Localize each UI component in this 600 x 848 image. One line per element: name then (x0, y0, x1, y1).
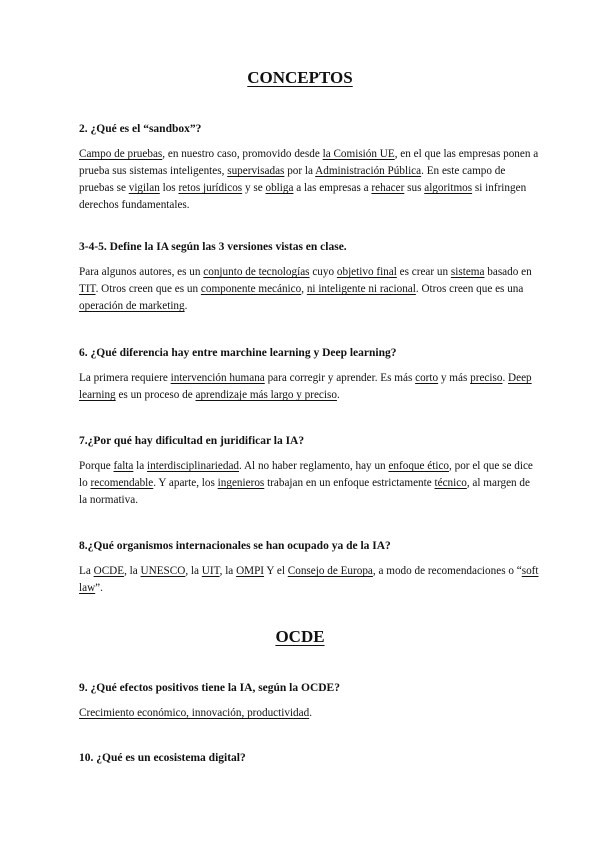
answer-2 (79, 146, 539, 214)
answer-text: , la (219, 565, 237, 577)
underlined-term: Deep learning (79, 372, 532, 401)
answer-text: . Otros creen que es un (95, 283, 201, 295)
underlined-term: sistema (450, 266, 485, 278)
underlined-term: retos jurídicos (178, 182, 243, 194)
question-6: 6. ¿Qué diferencia hay entre marchine learning y Deep learning? (79, 347, 397, 359)
answer-text: , la (185, 565, 202, 577)
answer-text: . (502, 372, 509, 384)
question-3-4-5: 3-4-5. Define la IA según las 3 versiones vistas en clase. (79, 241, 347, 253)
underlined-term: supervisadas (227, 165, 285, 177)
underlined-term: soft law (79, 565, 539, 594)
underlined-term: algoritmos (424, 182, 473, 194)
underlined-term: OMPI (236, 565, 265, 577)
answer-text: basado en (484, 266, 532, 278)
answer-text: . Y aparte, los (153, 477, 218, 489)
answer-text: y más (438, 372, 471, 384)
answer-text: por la (284, 165, 316, 177)
answer-text: si infringen derechos fundamentales. (79, 182, 527, 211)
answer-9 (79, 705, 539, 722)
answer-text: , por el que se dice lo (79, 460, 533, 489)
answer-text: Para algunos autores, es un (79, 266, 204, 278)
underlined-term: rehacer (371, 182, 405, 194)
underlined-term: Crecimiento económico, innovación, productividad (79, 707, 310, 719)
underlined-term: obliga (265, 182, 294, 194)
underlined-term: preciso (470, 372, 503, 384)
answer-text: . Al no haber reglamento, hay un (239, 460, 389, 472)
question-7: 7.¿Por qué hay dificultad en juridificar la IA? (79, 435, 305, 447)
underlined-term: objetivo final (336, 266, 397, 278)
underlined-term: intervención humana (170, 372, 265, 384)
answer-text: La primera requiere (79, 372, 171, 384)
section-heading-conceptos: CONCEPTOS (247, 68, 353, 87)
answer-text: . (336, 389, 340, 401)
answer-text: . (184, 300, 188, 312)
underlined-term: conjunto de tecnologías (203, 266, 310, 278)
underlined-term: interdisciplinariedad (147, 460, 239, 472)
answer-6 (79, 370, 539, 404)
question-2: 2. ¿Qué es el “sandbox”? (79, 123, 202, 135)
underlined-term: Administración Pública (315, 165, 422, 177)
answer-text: . En este campo de pruebas se (79, 165, 506, 194)
underlined-term: UIT (201, 565, 220, 577)
answer-text: cuyo (309, 266, 337, 278)
answer-text: , en el que las empresas ponen a prueba sus sistemas inteligentes, (79, 148, 539, 177)
answer-text: sus (404, 182, 425, 194)
question-9: 9. ¿Qué efectos positivos tiene la IA, según la OCDE? (79, 682, 340, 694)
answer-text: . Otros creen que es una (415, 283, 524, 295)
answer-text: los (159, 182, 179, 194)
underlined-term: corto (415, 372, 439, 384)
answer-text: trabajan en un enfoque estrictamente (264, 477, 435, 489)
underlined-term: Consejo de Europa (287, 565, 373, 577)
underlined-term: OCDE (93, 565, 125, 577)
answer-text: , la (124, 565, 141, 577)
answer-text: a las empresas a (293, 182, 372, 194)
answer-7 (79, 458, 539, 509)
answer-text: es crear un (396, 266, 451, 278)
answer-text: La (79, 565, 94, 577)
answer-text: ”. (95, 582, 103, 594)
answer-3-4-5 (79, 264, 539, 315)
question-10: 10. ¿Qué es un ecosistema digital? (79, 752, 246, 764)
section-heading-ocde: OCDE (275, 627, 325, 646)
underlined-term: Campo de pruebas (79, 148, 163, 160)
answer-8 (79, 563, 539, 597)
answer-text: , (301, 283, 307, 295)
answer-text: Porque (79, 460, 114, 472)
question-8: 8.¿Qué organismos internacionales se han ocupado ya de la IA? (79, 540, 391, 552)
underlined-term: ingenieros (217, 477, 265, 489)
underlined-term: recomendable (90, 477, 154, 489)
answer-text: y se (242, 182, 266, 194)
answer-text: . (309, 707, 313, 719)
underlined-term: aprendizaje más largo y preciso (195, 389, 337, 401)
underlined-term: falta (113, 460, 134, 472)
answer-text: para corregir y aprender. Es más (264, 372, 416, 384)
answer-text: es un proceso de (115, 389, 196, 401)
underlined-term: UNESCO (140, 565, 186, 577)
underlined-term: componente mecánico (200, 283, 302, 295)
answer-text: , en nuestro caso, promovido desde (162, 148, 323, 160)
underlined-term: técnico (434, 477, 467, 489)
answer-text: , al margen de la normativa. (79, 477, 530, 506)
answer-text: , a modo de recomendaciones o “ (372, 565, 522, 577)
underlined-term: operación de marketing (79, 300, 185, 312)
answer-text: la (133, 460, 148, 472)
underlined-term: TIT (79, 283, 96, 295)
underlined-term: vigilan (128, 182, 160, 194)
underlined-term: ni inteligente ni racional (306, 283, 416, 295)
underlined-term: enfoque ético (388, 460, 450, 472)
answer-text: Y el (264, 565, 288, 577)
underlined-term: la Comisión UE (322, 148, 395, 160)
